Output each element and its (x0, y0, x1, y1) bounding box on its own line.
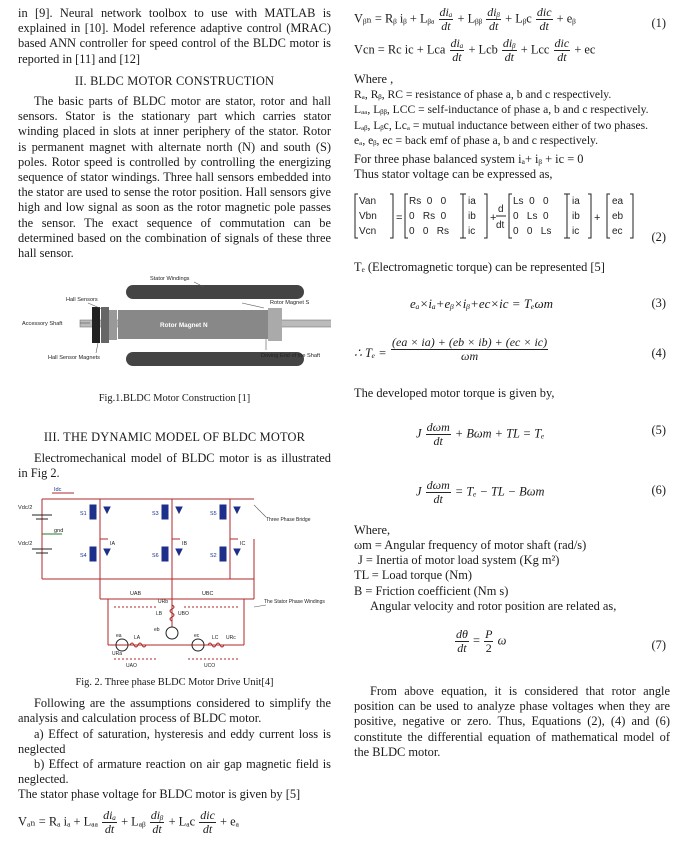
label-ib: IB (182, 541, 188, 548)
label-s2: S2 (210, 553, 217, 560)
svg-text:+: + (594, 212, 601, 225)
figure-2 (18, 487, 331, 673)
intro-paragraph: in [9]. Neural network toolbox to use with MATLAB is explained in [10]. Model reference adaptive control (MRAC) based ANN controller for speed control of the BLDC motor is reported in [11] and [12] (18, 6, 331, 66)
label-gnd: gnd (54, 528, 64, 535)
label-uco: UCO (204, 663, 216, 670)
vector-v-2: Vcn (359, 226, 377, 238)
vector-e-1: eb (612, 211, 624, 223)
balanced-system: For three phase balanced system iₐ+ iᵦ + ic = 0 (354, 152, 584, 167)
angular-relation: Angular velocity and rotor position are related as, (370, 598, 617, 613)
label-vdc-top: Vdc/2 (18, 505, 33, 512)
right-column (354, 6, 670, 760)
label-uab: UAB (130, 591, 142, 598)
stator-voltage-intro: The stator phase voltage for BLDC motor is given by [5] (18, 787, 301, 802)
label-rotor-magnet-s: Rotor Magnet S (270, 300, 310, 307)
hall-sensor-mid (101, 307, 109, 343)
vector-e-0: ea (612, 196, 624, 208)
label-driving-end: Driving End of the Shaft (261, 353, 321, 360)
hall-sensor-left (92, 307, 100, 343)
assumption-a: a) Effect of saturation, hysteresis and eddy current loss is neglected (18, 726, 331, 756)
label-ubo: UBO (178, 611, 189, 618)
matrix-r-2: 0 0 Rs (409, 226, 450, 238)
vector-i-2: ic (468, 226, 476, 238)
def-omega: ωm = Angular frequency of motor shaft (rad/s) (354, 538, 587, 553)
label-ub: URb (158, 599, 169, 606)
figure-1-caption: Fig.1.BLDC Motor Construction [1] (98, 393, 251, 405)
label-ic: IC (240, 541, 246, 548)
svg-text:d: d (498, 204, 504, 216)
label-windings: The Stator Phase Windings (264, 599, 325, 606)
eq-5-number: (5) (651, 422, 666, 437)
label-ec: ec (194, 633, 200, 640)
vector-i2-1: ib (572, 211, 580, 223)
stator-winding-top (126, 285, 304, 299)
left-column (18, 6, 331, 836)
label-rotor-magnet-n: Rotor Magnet N (160, 322, 208, 330)
def-b: B = Friction coefficient (Nm s) (354, 583, 509, 598)
equation-4: ∴ Tₑ = $\frac{(ea \times ia) + (eb \times ib) + (ec \times ic)}{\omega m}$ (4) (354, 334, 666, 363)
rotor-end (268, 308, 282, 341)
assumption-b: b) Effect of armature reaction on air gap magnetic field is neglected. (18, 757, 331, 787)
definition-self-inductance: Lₐₐ, Lᵦᵦ, LCC = self-inductance of phase a, b and c respectively. (354, 103, 649, 117)
eq-7-number: (7) (651, 638, 666, 653)
vector-i-0: ia (468, 196, 476, 208)
label-stator-windings: Stator Windings (150, 276, 190, 283)
label-s4: S4 (80, 553, 87, 560)
section-2-title: II. BLDC MOTOR CONSTRUCTION (74, 73, 275, 88)
svg-text:=: = (396, 212, 403, 225)
label-ubc: UBC (202, 591, 214, 598)
label-bridge: Three Phase Bridge (266, 517, 311, 524)
figure-1 (18, 273, 331, 389)
motor-construction-diagram (18, 273, 331, 389)
def-j: J = Inertia of motor load system (Kg m²) (358, 553, 560, 568)
equation-2-matrix (354, 192, 670, 245)
vector-i2-0: ia (572, 196, 580, 208)
label-vdc-bot: Vdc/2 (18, 541, 33, 548)
equation-6: J $\frac{\text{dωm}}{dt}$ = Tₑ − TL − Bωm (6) (416, 477, 666, 506)
construction-paragraph: The basic parts of BLDC motor are stator, rotor and hall sensors. Stator is the stationary part which carries stator winding placed in slots at inner periphery of the stator. Rotor is permanent magnet with alternate north (N) and south (S) poles. Rotor speed is controlled by controlling the energizing sequence of stator windings. Three hall sensors embedded into the stator are used to sense the rotor position. Hall sensors give high and low signal as soon as the rotor magnetic pole passes the sensor. The exact sequence of commutation can be determined based on the combination of signals of these three hall sensor. (18, 94, 331, 261)
label-ura: URa (112, 651, 123, 658)
label-uao: UAO (126, 663, 137, 670)
label-s6: S6 (152, 553, 159, 560)
vector-i2-2: ic (572, 226, 580, 238)
where-label-2: Where, (354, 522, 391, 537)
equation-7: $\frac{d\theta}{dt}$ = $\frac{P}{2}$ ω (7) (456, 627, 666, 656)
matrix-r-1: 0 Rs 0 (409, 211, 447, 223)
label-eb: eb (154, 627, 160, 634)
label-lc: LC (212, 635, 219, 642)
equation-vcn: Vcn = Rc ic + Lca $\frac{\text{diₐ}}{dt}$ + Lcb $\frac{\text{diᵦ}}{dt}$ + Lcc $\frac{\text{dic}}{dt}$ + ec (354, 36, 596, 64)
equation-3: eₐ×iₐ+eᵦ×iᵦ+ec×ic = Tₑωm (3) (410, 295, 666, 311)
label-s1: S1 (80, 511, 87, 518)
eq-3-number: (3) (651, 295, 666, 310)
vector-v-0: Van (359, 196, 377, 208)
equation-vbn: Vᵦₙ = Rᵦ iᵦ + Lᵦₐ $\frac{\text{diₐ}}{dt}$ + Lᵦᵦ $\frac{\text{diᵦ}}{dt}$ + Lᵦc $\frac{\text{dic}}{dt}$ + eᵦ (1) (354, 5, 666, 33)
eq-6-number: (6) (651, 482, 666, 497)
thus-line: Thus stator voltage can be expressed as, (354, 167, 553, 182)
eq-1-number: (1) (651, 16, 666, 30)
label-lb: LB (156, 611, 163, 618)
drive-unit-diagram (18, 487, 331, 673)
label-s3: S3 (152, 511, 159, 518)
torque-intro: Tₑ (Electromagnetic torque) can be represented [5] (354, 260, 605, 275)
developed-torque: The developed motor torque is given by, (354, 385, 555, 400)
definition-resistance: Rₐ, Rᵦ, RC = resistance of phase a, b and c respectively. (354, 88, 612, 102)
matrix-l-1: 0 Ls 0 (513, 211, 549, 223)
figure-2-caption: Fig. 2. Three phase BLDC Motor Drive Unit[4] (75, 677, 274, 689)
eq-2-number: (2) (651, 230, 666, 245)
where-label: Where , (354, 72, 394, 86)
label-ea: ea (116, 633, 122, 640)
label-idc: Idc (54, 487, 62, 494)
final-paragraph: From above equation, it is considered that rotor angle position can be used to analyze phase voltages when they are positive, negative or zero. Thus, Equations (2), (4) and (6) constitute the differential equation of mathematical model of the BLDC motor. (354, 684, 670, 759)
svg-text:+: + (490, 212, 497, 225)
equation-5: J $\frac{\text{dωm}}{dt}$ + Bωm + TL = Tₑ (5) (416, 419, 666, 448)
label-urc: URc (226, 635, 236, 642)
equation-van: Vₐₙ = Rₐ iₐ + Lₐₐ $\frac{\text{diₐ}}{dt}$ + Lₐᵦ $\frac{\text{diᵦ}}{dt}$ + Lₐc $\frac{\text{dic}}{dt}$ + eₐ (18, 807, 239, 836)
model-paragraph: Electromechanical model of BLDC motor is as illustrated in Fig 2. (18, 450, 331, 480)
vector-e-2: ec (612, 226, 623, 238)
matrix-r-0: Rs 0 0 (409, 196, 447, 208)
hall-sensor-magnet (109, 310, 117, 340)
assumptions-paragraph: Following are the assumptions considered to simplify the analysis and calculation process of BLDC motor. (18, 696, 331, 726)
label-hall-sensors: Hall Sensors (66, 297, 98, 304)
def-tl: TL = Load torque (Nm) (354, 568, 473, 583)
eq-4-number: (4) (651, 345, 666, 360)
matrix-l-2: 0 0 Ls (513, 226, 552, 238)
definition-mutual-inductance: Lₐᵦ, Lᵦc, Lcₐ = mutual inductance between either of two phases. (354, 118, 649, 132)
label-hall-sensor-magnets: Hall Sensor Magnets (48, 355, 100, 362)
label-ia: IA (110, 541, 116, 548)
definition-back-emf: eₐ, eᵦ, ec = back emf of phase a, b and c respectively. (354, 133, 598, 147)
matrix-l-0: Ls 0 0 (513, 196, 549, 208)
vector-i-1: ib (468, 211, 476, 223)
label-s5: S5 (210, 511, 217, 518)
svg-text:dt: dt (496, 220, 505, 232)
vector-v-1: Vbn (359, 211, 377, 223)
label-accessory-shaft: Accessory Shaft (22, 321, 63, 328)
section-3-title: III. THE DYNAMIC MODEL OF BLDC MOTOR (43, 430, 306, 445)
label-la: LA (134, 635, 141, 642)
